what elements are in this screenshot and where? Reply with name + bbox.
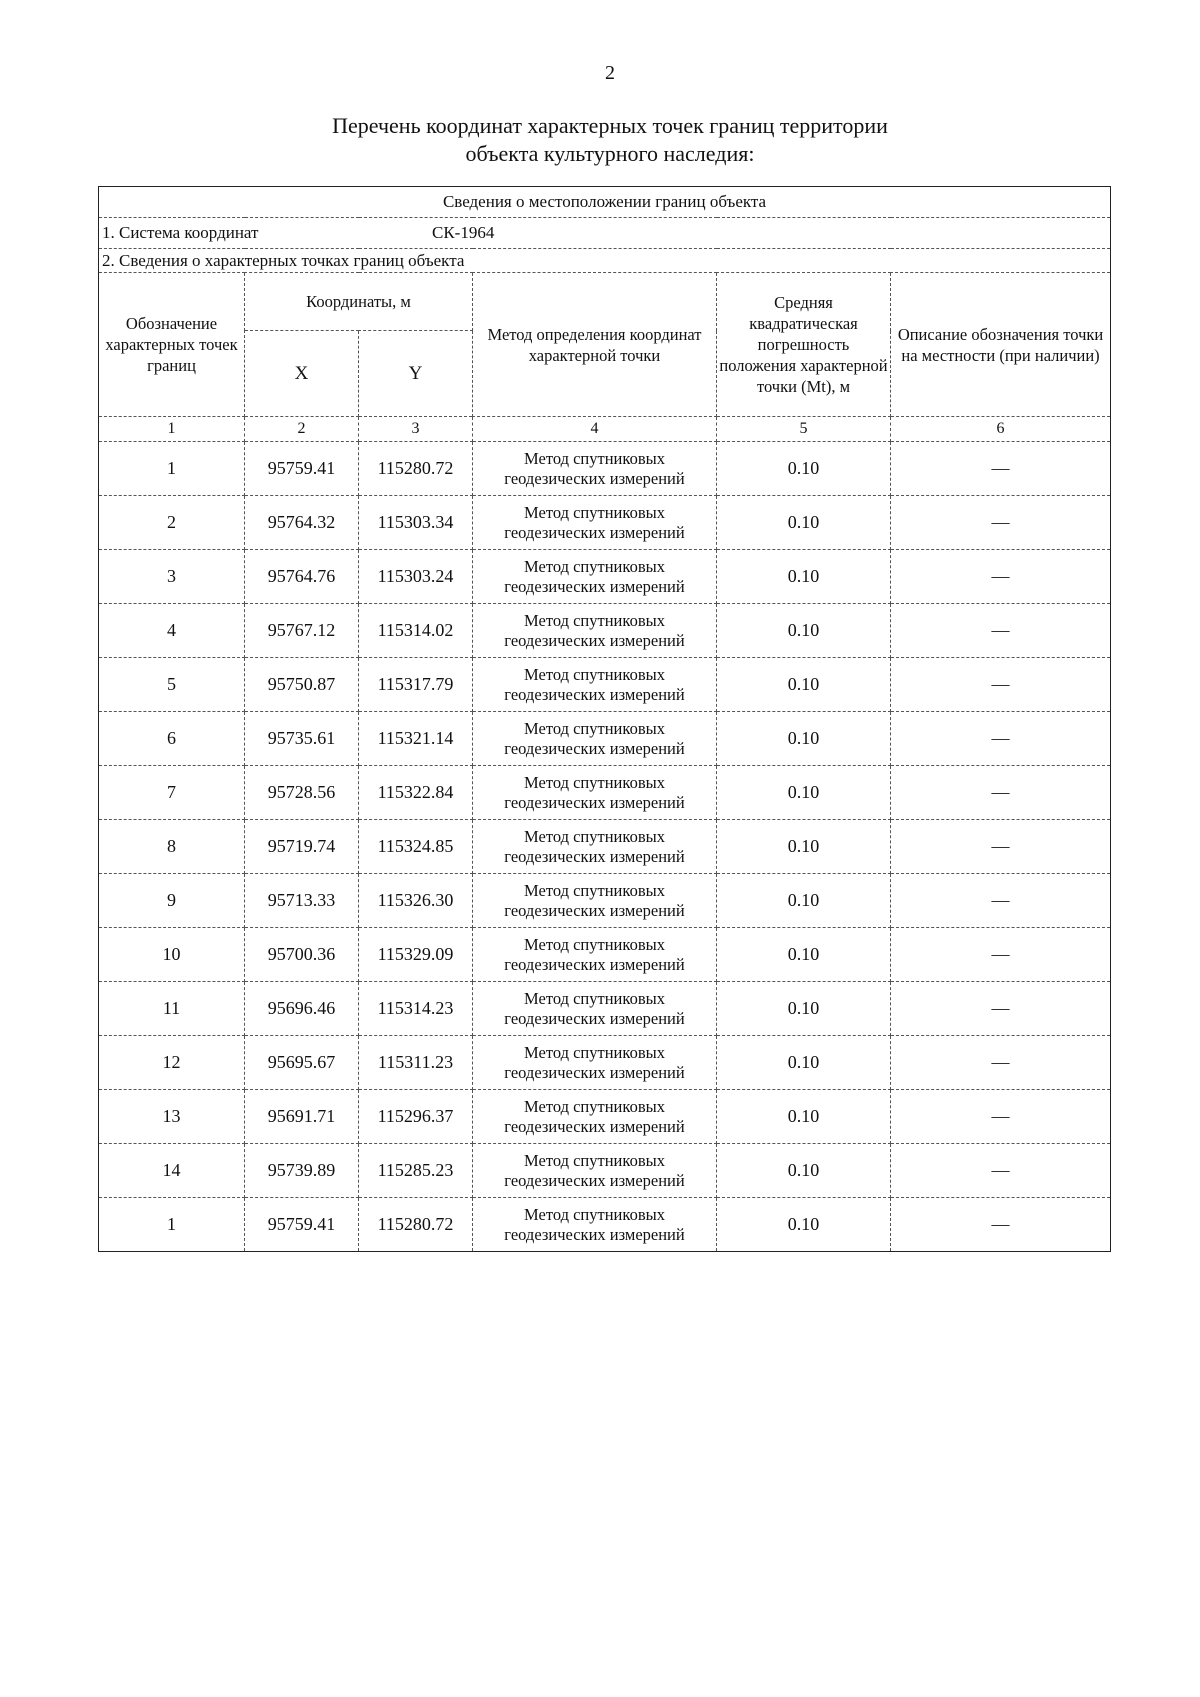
column-number: 4 — [473, 417, 717, 442]
mean-error: 0.10 — [717, 874, 891, 928]
x-coordinate: 95696.46 — [245, 982, 359, 1036]
point-description: — — [891, 1144, 1111, 1198]
point-number: 1 — [99, 1198, 245, 1252]
x-coordinate: 95735.61 — [245, 712, 359, 766]
column-numbers-row — [99, 417, 1111, 442]
x-coordinate: 95719.74 — [245, 820, 359, 874]
y-coordinate: 115317.79 — [359, 658, 473, 712]
header-error: Средняя квадратическая погрешность положения характерной точки (Mt), м — [717, 273, 891, 417]
method: Метод спутниковых геодезических измерений — [473, 496, 717, 550]
method: Метод спутниковых геодезических измерений — [473, 766, 717, 820]
table-row — [99, 1090, 1111, 1144]
point-description: — — [891, 442, 1111, 496]
x-coordinate: 95759.41 — [245, 1198, 359, 1252]
mean-error: 0.10 — [717, 982, 891, 1036]
y-coordinate: 115280.72 — [359, 1198, 473, 1252]
method: Метод спутниковых геодезических измерений — [473, 928, 717, 982]
point-description: — — [891, 550, 1111, 604]
header-description: Описание обозначения точки на местности (при наличии) — [891, 273, 1111, 417]
coordinate-system-label: 1. Система координат — [102, 223, 259, 242]
method: Метод спутниковых геодезических измерений — [473, 604, 717, 658]
page-number: 2 — [605, 62, 615, 84]
point-number: 7 — [99, 766, 245, 820]
point-number: 4 — [99, 604, 245, 658]
method: Метод спутниковых геодезических измерений — [473, 442, 717, 496]
point-description: — — [891, 766, 1111, 820]
mean-error: 0.10 — [717, 604, 891, 658]
table-row — [99, 1144, 1111, 1198]
method: Метод спутниковых геодезических измерений — [473, 982, 717, 1036]
point-number: 2 — [99, 496, 245, 550]
point-number: 6 — [99, 712, 245, 766]
y-coordinate: 115329.09 — [359, 928, 473, 982]
y-coordinate: 115303.24 — [359, 550, 473, 604]
point-number: 13 — [99, 1090, 245, 1144]
header-x: X — [245, 331, 359, 417]
column-number: 1 — [99, 417, 245, 442]
table-row — [99, 604, 1111, 658]
column-number: 3 — [359, 417, 473, 442]
mean-error: 0.10 — [717, 1090, 891, 1144]
method: Метод спутниковых геодезических измерений — [473, 874, 717, 928]
y-coordinate: 115285.23 — [359, 1144, 473, 1198]
mean-error: 0.10 — [717, 442, 891, 496]
table-row — [99, 550, 1111, 604]
point-description: — — [891, 1198, 1111, 1252]
point-number: 10 — [99, 928, 245, 982]
method: Метод спутниковых геодезических измерений — [473, 1144, 717, 1198]
table-caption: Сведения о местоположении границ объекта — [99, 187, 1111, 218]
point-number: 5 — [99, 658, 245, 712]
x-coordinate: 95759.41 — [245, 442, 359, 496]
table-row — [99, 982, 1111, 1036]
x-coordinate: 95750.87 — [245, 658, 359, 712]
y-coordinate: 115303.34 — [359, 496, 473, 550]
title-line-1: Перечень координат характерных точек границ территории — [332, 113, 888, 138]
mean-error: 0.10 — [717, 712, 891, 766]
coordinate-system-value: СК-1964 — [432, 223, 495, 242]
point-number: 11 — [99, 982, 245, 1036]
mean-error: 0.10 — [717, 496, 891, 550]
table-row — [99, 442, 1111, 496]
method: Метод спутниковых геодезических измерений — [473, 1036, 717, 1090]
point-description: — — [891, 982, 1111, 1036]
point-description: — — [891, 604, 1111, 658]
x-coordinate: 95691.71 — [245, 1090, 359, 1144]
method: Метод спутниковых геодезических измерений — [473, 712, 717, 766]
column-number: 2 — [245, 417, 359, 442]
document-title — [0, 112, 1200, 168]
table-row — [99, 1198, 1111, 1252]
coordinates-table — [98, 186, 1111, 1252]
table-row — [99, 658, 1111, 712]
x-coordinate: 95739.89 — [245, 1144, 359, 1198]
mean-error: 0.10 — [717, 766, 891, 820]
mean-error: 0.10 — [717, 1036, 891, 1090]
table-row — [99, 820, 1111, 874]
mean-error: 0.10 — [717, 820, 891, 874]
point-description: — — [891, 874, 1111, 928]
x-coordinate: 95728.56 — [245, 766, 359, 820]
point-description: — — [891, 1036, 1111, 1090]
mean-error: 0.10 — [717, 1144, 891, 1198]
table-row — [99, 1036, 1111, 1090]
mean-error: 0.10 — [717, 658, 891, 712]
point-number: 12 — [99, 1036, 245, 1090]
table-row — [99, 712, 1111, 766]
method: Метод спутниковых геодезических измерений — [473, 658, 717, 712]
x-coordinate: 95764.32 — [245, 496, 359, 550]
coordinate-system-row — [99, 218, 1111, 249]
header-designation: Обозначение характерных точек границ — [99, 273, 245, 417]
method: Метод спутниковых геодезических измерений — [473, 1090, 717, 1144]
table-row — [99, 874, 1111, 928]
table-row — [99, 496, 1111, 550]
point-description: — — [891, 820, 1111, 874]
x-coordinate: 95700.36 — [245, 928, 359, 982]
x-coordinate: 95767.12 — [245, 604, 359, 658]
method: Метод спутниковых геодезических измерений — [473, 1198, 717, 1252]
header-method: Метод определения координат характерной точки — [473, 273, 717, 417]
mean-error: 0.10 — [717, 928, 891, 982]
x-coordinate: 95764.76 — [245, 550, 359, 604]
x-coordinate: 95713.33 — [245, 874, 359, 928]
point-number: 9 — [99, 874, 245, 928]
point-description: — — [891, 1090, 1111, 1144]
x-coordinate: 95695.67 — [245, 1036, 359, 1090]
point-number: 14 — [99, 1144, 245, 1198]
mean-error: 0.10 — [717, 1198, 891, 1252]
title-line-2: объекта культурного наследия: — [465, 141, 755, 166]
points-section-label: 2. Сведения о характерных точках границ объекта — [99, 249, 1111, 273]
y-coordinate: 115296.37 — [359, 1090, 473, 1144]
mean-error: 0.10 — [717, 550, 891, 604]
y-coordinate: 115314.23 — [359, 982, 473, 1036]
y-coordinate: 115311.23 — [359, 1036, 473, 1090]
y-coordinate: 115314.02 — [359, 604, 473, 658]
header-y: Y — [359, 331, 473, 417]
y-coordinate: 115326.30 — [359, 874, 473, 928]
point-description: — — [891, 496, 1111, 550]
column-number: 6 — [891, 417, 1111, 442]
point-description: — — [891, 658, 1111, 712]
table-row — [99, 928, 1111, 982]
y-coordinate: 115321.14 — [359, 712, 473, 766]
point-description: — — [891, 712, 1111, 766]
column-number: 5 — [717, 417, 891, 442]
header-coordinates: Координаты, м — [245, 273, 473, 331]
point-number: 1 — [99, 442, 245, 496]
point-number: 3 — [99, 550, 245, 604]
point-description: — — [891, 928, 1111, 982]
y-coordinate: 115324.85 — [359, 820, 473, 874]
y-coordinate: 115322.84 — [359, 766, 473, 820]
method: Метод спутниковых геодезических измерений — [473, 550, 717, 604]
method: Метод спутниковых геодезических измерений — [473, 820, 717, 874]
point-number: 8 — [99, 820, 245, 874]
y-coordinate: 115280.72 — [359, 442, 473, 496]
table-row — [99, 766, 1111, 820]
